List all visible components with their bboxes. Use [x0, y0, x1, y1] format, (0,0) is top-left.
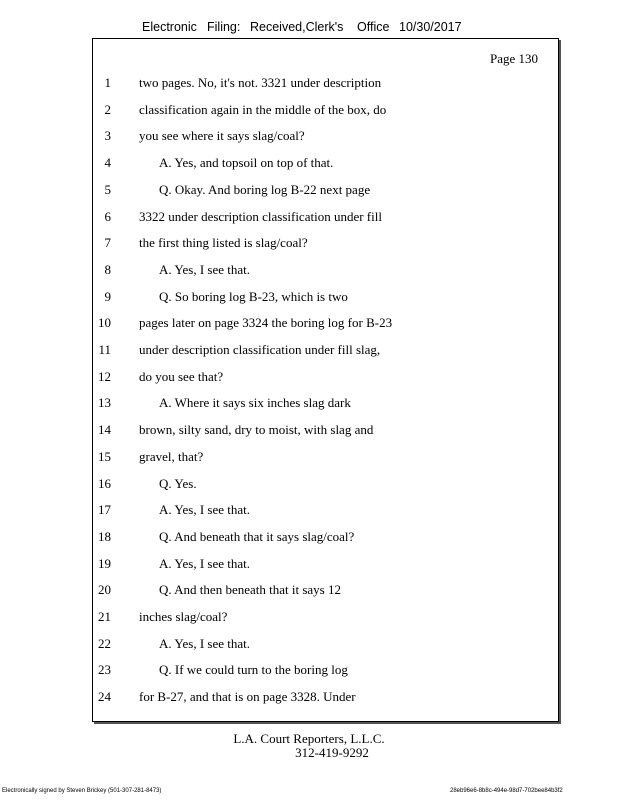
- header-date: 10/30/2017: [399, 20, 462, 34]
- page-number: Page 130: [489, 51, 538, 66]
- line-number: 3: [104, 128, 111, 144]
- line-number: 2: [104, 101, 111, 117]
- header-word-electronic: Electronic: [142, 20, 197, 34]
- line-text: inches slag/coal?: [139, 609, 228, 624]
- page-footer: [0, 732, 618, 760]
- line-number: 18: [98, 528, 111, 544]
- line-text: for B-27, and that is on page 3328. Under: [139, 689, 356, 705]
- line-text: A. Yes, I see that.: [159, 635, 250, 651]
- line-number: 10: [98, 315, 111, 331]
- line-text: Q. If we could turn to the boring log: [159, 662, 348, 678]
- line-text: Q. And beneath that it says slag/coal?: [159, 528, 355, 544]
- line-number: 4: [104, 155, 111, 171]
- line-text: the first thing listed is slag/coal?: [139, 235, 308, 251]
- line-text: A. Yes, I see that.: [159, 502, 250, 518]
- line-text: 3322 under description classification under fill: [139, 208, 382, 224]
- line-text: under description classification under fill slag,: [139, 342, 381, 357]
- line-number: 13: [98, 395, 111, 411]
- line-number: 21: [98, 609, 111, 624]
- footer-phone: 312-419-9292: [295, 745, 369, 760]
- line-number: 24: [98, 689, 111, 705]
- line-text: A. Yes, I see that.: [159, 261, 250, 277]
- line-number: 20: [98, 582, 111, 598]
- line-text: brown, silty sand, dry to moist, with slag and: [139, 422, 374, 438]
- signature-right: 28eb96e6-8b8c-494e-98d7-702bee84b3f2: [450, 788, 563, 794]
- line-number: 17: [98, 502, 111, 518]
- line-text: A. Yes, I see that.: [159, 555, 250, 571]
- line-number: 1: [104, 75, 111, 90]
- line-number: 7: [104, 235, 111, 251]
- line-text: do you see that?: [139, 368, 224, 384]
- header-word-office: Office: [357, 20, 390, 34]
- line-number: 14: [98, 422, 111, 438]
- line-text: gravel, that?: [139, 448, 204, 464]
- line-number: 5: [104, 181, 111, 197]
- line-number: 22: [98, 635, 111, 651]
- line-number: 12: [98, 368, 111, 384]
- line-number: 6: [104, 208, 111, 224]
- line-text: Q. And then beneath that it says 12: [159, 582, 341, 598]
- line-text: Q. Okay. And boring log B-22 next page: [159, 181, 371, 197]
- line-text: pages later on page 3324 the boring log for B-23: [139, 315, 393, 331]
- line-text: Q. Yes.: [159, 475, 197, 491]
- line-text: two pages. No, it's not. 3321 under description: [139, 75, 382, 90]
- line-number: 8: [104, 261, 111, 277]
- line-text: classification again in the middle of the box, do: [139, 101, 387, 117]
- line-number: 15: [98, 448, 111, 464]
- line-number: 19: [98, 555, 111, 571]
- line-number: 16: [98, 475, 111, 491]
- line-text: A. Where it says six inches slag dark: [159, 395, 351, 411]
- footer-company: L.A. Court Reporters, L.L.C.: [233, 731, 385, 746]
- header-word-filing: Filing:: [207, 20, 241, 34]
- line-number: 9: [104, 288, 111, 304]
- line-text: A. Yes, and topsoil on top of that.: [159, 155, 334, 171]
- line-number: 23: [98, 662, 111, 678]
- line-text: you see where it says slag/coal?: [139, 128, 305, 144]
- transcript-page: [92, 38, 559, 722]
- header-word-received-clerks: Received,Clerk's: [250, 20, 344, 34]
- line-number: 11: [98, 342, 111, 357]
- line-text: Q. So boring log B-23, which is two: [159, 288, 348, 304]
- signature-left: Electronically signed by Steven Brickey (501-307-281-8473): [2, 788, 162, 794]
- filing-header: [0, 20, 618, 38]
